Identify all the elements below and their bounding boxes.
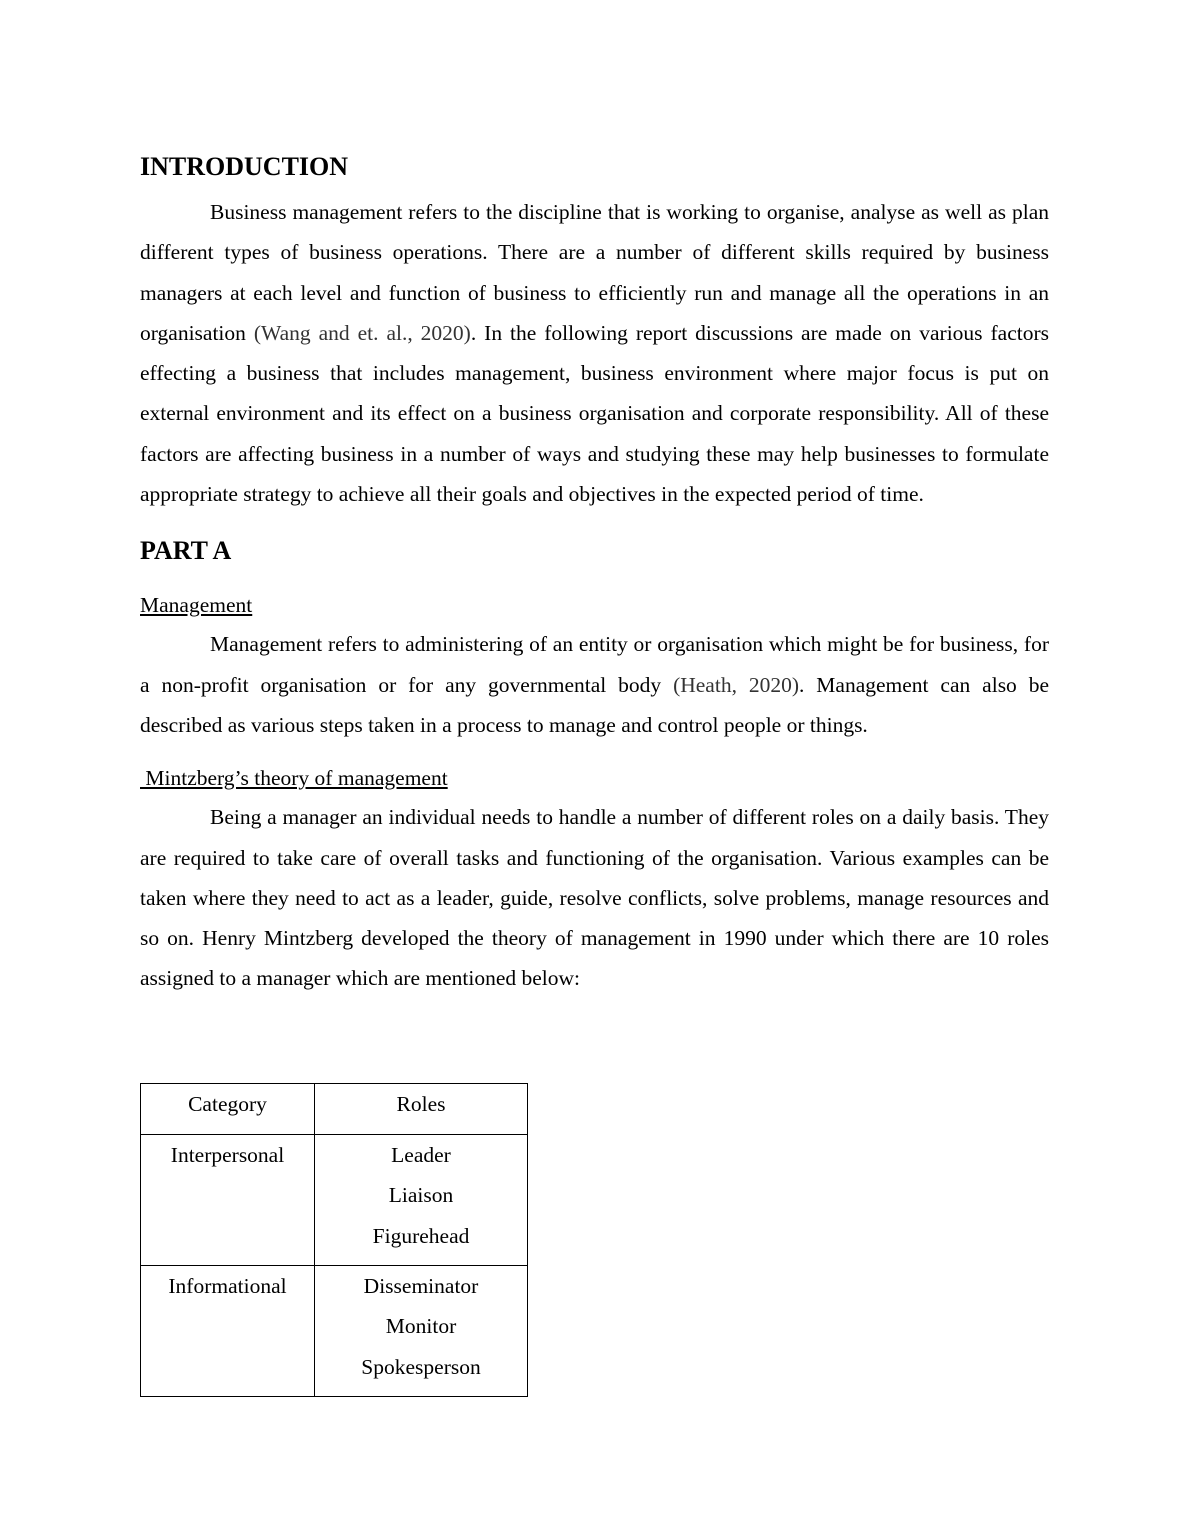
introduction-text-start: Business management refers to the discipline that is working to organise, analyse as well as plan different types of business operations. There are a number of different skills required by business managers at each level and function of business to efficiently run and manage all the operations in an organisation [140, 200, 1049, 345]
document-page [140, 150, 1049, 999]
citation-heath: (Heath, 2020) [673, 672, 800, 697]
roles-cell [315, 1135, 528, 1266]
part-a-heading: PART A [140, 536, 232, 566]
role-item: Monitor [385, 1314, 457, 1339]
roles-cell [315, 1266, 528, 1397]
table-row [141, 1266, 528, 1397]
mintzberg-roles-table [140, 1083, 528, 1397]
management-subheading: Management [140, 593, 253, 618]
table-header-row [141, 1084, 528, 1135]
mintzberg-subheading: Mintzberg’s theory of management [140, 766, 448, 791]
role-item: Figurehead [372, 1223, 470, 1248]
introduction-text-end: . In the following report discussions are made on various factors effecting a business that includes management, business environment where major focus is put on external environment and its effect on a business organisation and corporate responsibility. All of these factors are affecting business in a number of ways and studying these may help businesses to formulate appropriate strategy to achieve all their goals and objectives in the expected period of time. [140, 320, 1049, 507]
role-item: Liaison [388, 1183, 454, 1208]
category-cell: Interpersonal [141, 1135, 315, 1266]
role-item: Leader [391, 1143, 451, 1167]
management-paragraph [140, 624, 1049, 745]
management-text-end: . Management can also be described as various steps taken in a process to manage and control people or things. [140, 672, 1050, 737]
category-cell: Informational [141, 1266, 315, 1397]
table-row [141, 1135, 528, 1266]
role-item: Spokesperson [361, 1354, 481, 1379]
management-text-start: Management refers to administering of an entity or organisation which might be for business, for a non-profit organisation or for any governmental body [140, 632, 1049, 697]
introduction-paragraph [140, 192, 1049, 514]
introduction-heading: INTRODUCTION [140, 152, 349, 181]
role-item: Disseminator [363, 1274, 479, 1298]
header-roles: Roles [315, 1084, 528, 1135]
mintzberg-paragraph: Being a manager an individual needs to handle a number of different roles on a daily basis. They are required to take care of overall tasks and functioning of the organisation. Various examples can be taken where they need to act as a leader, guide, resolve conflicts, solve problems, manage resources and so on. Henry Mintzberg developed the theory of management in 1990 under which there are 10 roles assigned to a manager which are mentioned below: [140, 805, 1049, 991]
header-category: Category [141, 1084, 315, 1135]
citation-wang: (Wang and et. al., 2020) [253, 320, 471, 345]
